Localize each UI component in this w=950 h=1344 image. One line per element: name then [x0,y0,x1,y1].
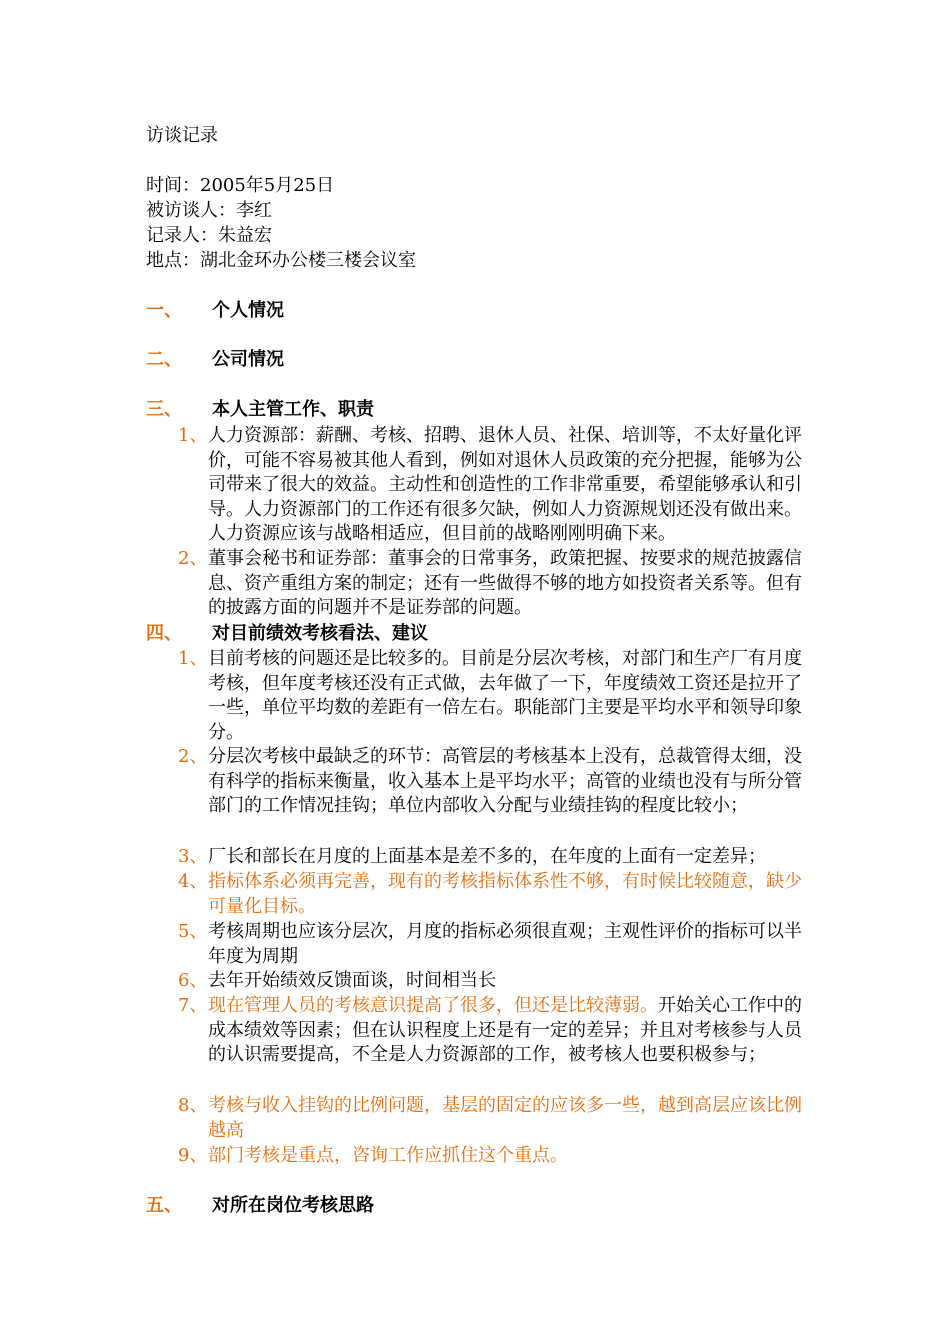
meta-recorder: 记录人：朱益宏 [146,225,272,246]
item-number: 4、 [178,871,208,892]
section-heading [146,1194,374,1218]
item-number: 9、 [178,1145,208,1166]
item-number: 1、 [178,425,208,446]
section-number: 五、 [146,1195,182,1216]
item-number: 5、 [178,921,208,942]
section-number: 四、 [146,623,182,644]
item-text: 厂长和部长在月度的上面基本是差不多的，在年度的上面有一定差异； [208,846,766,867]
item-text: 现在管理人员的考核意识提高了很多，但还是比较薄弱。 [208,995,658,1016]
section-title: 个人情况 [212,300,284,321]
item-text: 人力资源部：薪酬、考核、招聘、退休人员、社保、培训等，不太好量化评价，可能不容易被其他人看到，例如对退休人员政策的充分把握，能够为公司带来了很大的效益。主动性和创造性的工作非常重要，希望能够承认和引导。人力资源部门的工作还有很多欠缺，例如人力资源规划还没有做出来。人力资源应该与战略相适应，但目前的战略刚刚明确下来。 [208,425,802,544]
section-heading [146,622,428,646]
list-item [178,424,818,547]
item-number: 2、 [178,746,208,767]
list-item [178,920,818,969]
section-number: 三、 [146,399,182,420]
list-item [178,1144,818,1169]
list-item [178,994,818,1068]
item-text: 目前考核的问题还是比较多的。目前是分层次考核，对部门和生产厂有月度考核，但年度考核还没有正式做，去年做了一下，年度绩效工资还是拉开了一些，单位平均数的差距有一倍左右。职能部门主要是平均水平和领导印象分。 [208,648,802,743]
list-item [178,547,818,621]
item-text-wrap [208,994,818,1068]
section-title: 公司情况 [212,349,284,370]
section-title: 对所在岗位考核思路 [212,1195,374,1216]
item-number: 2、 [178,548,208,569]
item-text: 指标体系必须再完善，现有的考核指标体系性不够，有时候比较随意，缺少可量化目标。 [208,871,802,917]
item-number: 6、 [178,970,208,991]
item-text: 部门考核是重点，咨询工作应抓住这个重点。 [208,1145,568,1166]
list-item [178,969,818,994]
section-number: 一、 [146,300,182,321]
meta-interviewee: 被访谈人：李红 [146,200,272,221]
section-title: 本人主管工作、职责 [212,399,374,420]
item-text: 去年开始绩效反馈面谈，时间相当长 [208,970,496,991]
item-text: 考核与收入挂钩的比例问题，基层的固定的应该多一些，越到高层应该比例越高 [208,1095,802,1141]
item-number: 8、 [178,1095,208,1116]
section-heading [146,299,284,323]
meta-location: 地点：湖北金环办公楼三楼会议室 [146,250,416,271]
document-title: 访谈记录 [146,125,218,146]
item-number: 7、 [178,995,208,1016]
item-text: 考核周期也应该分层次，月度的指标必须很直观；主观性评价的指标可以半年度为周期 [208,921,802,967]
list-item [178,845,818,870]
item-number: 1、 [178,648,208,669]
section-heading [146,398,374,422]
section-heading [146,348,284,372]
item-text-rest: 开始关心工作中的成本绩效等因素；但在认识程度上还是有一定的差异；并且对考核参与人员的认识需要提高，不全是人力资源部的工作，被考核人也要积极参与； [208,995,802,1065]
section-title: 对目前绩效考核看法、建议 [212,623,428,644]
section-number: 二、 [146,349,182,370]
list-item [178,745,818,819]
list-item [178,870,818,919]
item-number: 3、 [178,846,208,867]
list-item [178,1094,818,1143]
item-text: 分层次考核中最缺乏的环节：高管层的考核基本上没有，总裁管得太细，没有科学的指标来衡量，收入基本上是平均水平；高管的业绩也没有与所分管部门的工作情况挂钩；单位内部收入分配与业绩挂钩的程度比较小； [208,746,802,816]
list-item [178,647,818,745]
meta-time: 时间：2005年5月25日 [146,175,335,196]
item-text: 董事会秘书和证券部：董事会的日常事务，政策把握、按要求的规范披露信息、资产重组方案的制定；还有一些做得不够的地方如投资者关系等。但有的披露方面的问题并不是证券部的问题。 [208,548,802,618]
